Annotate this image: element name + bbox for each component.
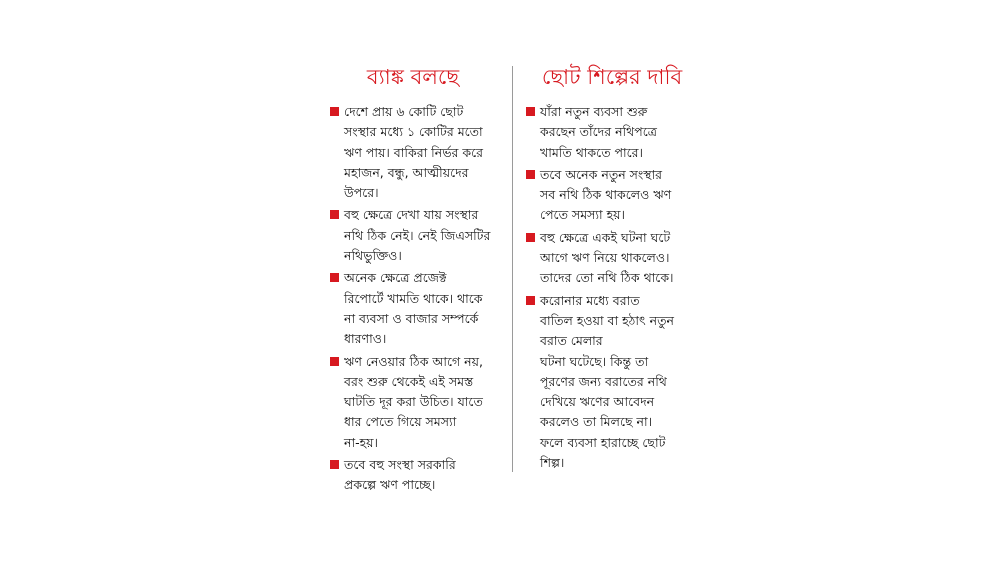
bullet-text-line: প্রকল্পে ঋণ পাচ্ছে।: [344, 477, 436, 493]
bullet-text-line: রিপোর্টে খামতি থাকে। থাকে: [344, 290, 483, 306]
bullet-text-line: ধার পেতে গিয়ে সমস্যা: [344, 414, 457, 430]
column-divider: [512, 66, 513, 472]
bullet-text-line: ধারণাও।: [344, 331, 387, 347]
infobox: [328, 62, 708, 493]
bullet-text-line: উপরে।: [344, 185, 379, 201]
red-square-bullet-icon: [526, 107, 535, 116]
bullet-text-line: তবে অনেক নতুন সংস্থার: [540, 166, 663, 182]
red-square-bullet-icon: [526, 296, 535, 305]
bullet-point: [526, 291, 710, 474]
bullet-text-line: নথি ঠিক নেই। নেই জিএসটির: [344, 227, 491, 243]
red-square-bullet-icon: [330, 107, 339, 116]
bullet-text-line: করছেন তাঁদের নথিপত্রে: [540, 124, 657, 140]
bullet-text-line: সংস্থার মধ্যে ১ কোটির মতো: [344, 124, 483, 140]
bullet-text-line: ঘাটতি দূর করা উচিত। যাতে: [344, 394, 483, 410]
bullet-text-line: নথিভুক্তিও।: [344, 248, 402, 264]
red-square-bullet-icon: [526, 233, 535, 242]
bank-column: [330, 62, 502, 498]
bullet-text-line: যাঁরা নতুন ব্যবসা শুরু: [540, 104, 648, 119]
bullet-point: [330, 205, 502, 266]
bullet-text-line: দেশে প্রায় ৬ কোটি ছোট: [344, 104, 464, 119]
bullet-text-line: ঋণ নেওয়ার ঠিক আগে নয়,: [344, 353, 483, 369]
bullet-text-line: বাতিল হওয়া বা হঠাৎ নতুন: [540, 312, 674, 328]
bullet-text-line: সব নথি ঠিক থাকলেও ঋণ: [540, 187, 672, 203]
bank-column-title: ব্যাঙ্ক বলছে: [366, 65, 460, 89]
bullet-text-line: মহাজন, বন্ধু, আত্মীয়দের: [344, 164, 469, 180]
bullet-text-line: দেখিয়ে ঋণের আবেদন: [540, 394, 655, 410]
red-square-bullet-icon: [330, 460, 339, 469]
bullet-text-line: ঘটনা ঘটেছে। কিন্তু তা: [540, 353, 649, 369]
bullet-text-line: বরং শুরু থেকেই এই সমস্ত: [344, 373, 474, 389]
bullet-point: [330, 102, 502, 203]
bullet-text-line: বরাত মেলার: [540, 333, 603, 349]
small-industry-points-list: [526, 102, 710, 473]
bullet-point: [330, 352, 502, 453]
bullet-text-line: না-হয়।: [344, 434, 378, 450]
bullet-text-line: করোনার মধ্যে বরাত: [540, 292, 640, 308]
bullet-text-line: তাদের তো নথি ঠিক থাকে।: [540, 270, 674, 286]
bullet-text-line: বহু ক্ষেত্রে একই ঘটনা ঘটে: [540, 229, 671, 245]
red-square-bullet-icon: [526, 170, 535, 179]
bullet-text-line: ঋণ পায়। বাকিরা নির্ভর করে: [344, 144, 484, 160]
bullet-text-line: করলেও তা মিলছে না।: [540, 414, 653, 430]
bullet-text-line: শিল্প।: [540, 455, 565, 471]
bullet-text-line: বহু ক্ষেত্রে দেখা যায় সংস্থার: [344, 207, 479, 223]
bullet-point: [526, 102, 710, 163]
bank-points-list: [330, 102, 502, 496]
bullet-point: [526, 228, 710, 289]
bullet-point: [330, 268, 502, 349]
bullet-point: [526, 165, 710, 226]
red-square-bullet-icon: [330, 357, 339, 366]
bullet-text-line: আগে ঋণ নিয়ে থাকলেও।: [540, 250, 670, 266]
bullet-text-line: তবে বহু সংস্থা সরকারি: [344, 457, 456, 473]
bullet-text-line: পূরণের জন্য বরাতের নথি: [540, 373, 667, 389]
red-square-bullet-icon: [330, 273, 339, 282]
small-industry-column: [526, 62, 710, 475]
bullet-text-line: খামতি থাকতে পারে।: [540, 144, 644, 160]
bullet-text-line: অনেক ক্ষেত্রে প্রজেক্ট: [344, 270, 447, 286]
red-square-bullet-icon: [330, 210, 339, 219]
small-industry-column-title: ছোট শিল্পের দাবি: [541, 65, 683, 89]
bullet-text-line: না ব্যবসা ও বাজার সম্পর্কে: [344, 310, 479, 326]
bullet-text-line: ফলে ব্যবসা হারাচ্ছে ছোট: [540, 434, 666, 450]
bullet-point: [330, 455, 502, 496]
bullet-text-line: পেতে সমস্যা হয়।: [540, 207, 626, 223]
